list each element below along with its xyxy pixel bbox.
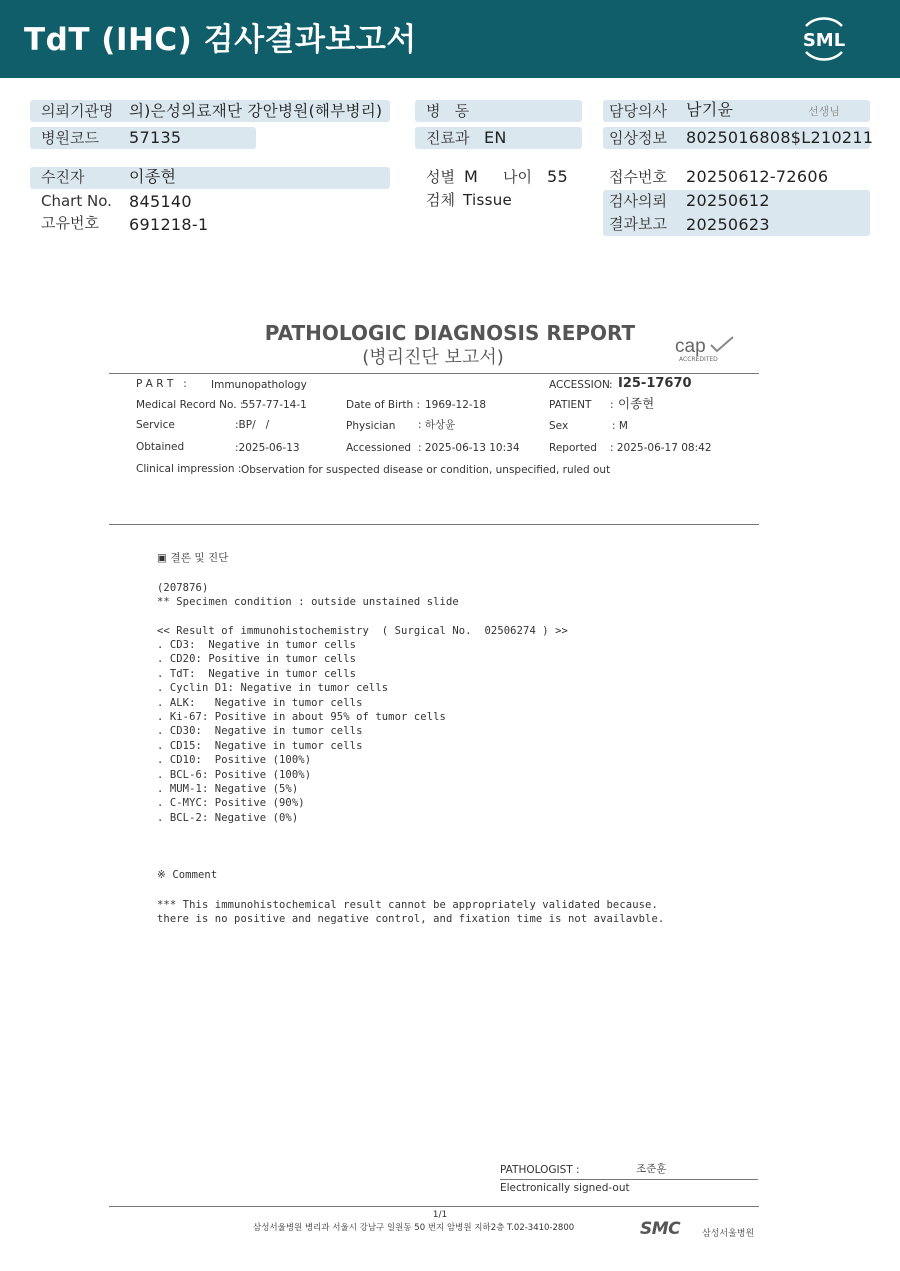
accessioned-label: Accessioned <box>346 442 412 454</box>
doctor-label: 담당의사 <box>609 102 667 120</box>
ihc-result-line: . MUM-1: Negative (5%) <box>157 783 299 796</box>
ihc-results-list <box>157 638 717 825</box>
report-sex-value: : M <box>612 420 628 432</box>
chart-label: Chart No. <box>41 192 112 210</box>
footer-address: 삼성서울병원 병리과 서울시 강남구 일원동 50 번지 암병원 지하2층 T.02-3410-2800 <box>253 1223 575 1233</box>
ihc-result-line: . CD30: Negative in tumor cells <box>157 725 363 738</box>
ward-label: 병 동 <box>426 102 470 120</box>
physician-value: : 하상윤 <box>418 419 456 431</box>
cap-accredited-icon <box>675 333 737 363</box>
diagnosis-section-heading: ▣ 결론 및 진단 <box>157 552 229 564</box>
report-mid-rule <box>109 524 759 525</box>
patient-label: 수진자 <box>41 168 85 186</box>
request-value: 20250612 <box>686 191 770 210</box>
report-top-rule <box>109 373 759 374</box>
ihc-result-line: . Cyclin D1: Negative in tumor cells <box>157 682 389 695</box>
hospital-code-label: 병원코드 <box>41 129 99 147</box>
pathologist-value: 조준훈 <box>636 1163 667 1175</box>
smc-logo-name: 삼성서울병원 <box>702 1229 755 1239</box>
accessioned-value: : 2025-06-13 10:34 <box>418 442 520 454</box>
sex-value: M <box>464 167 479 186</box>
ihc-result-line: . CD20: Positive in tumor cells <box>157 653 357 666</box>
sml-logo-icon <box>796 14 852 64</box>
smc-logo: SMC <box>640 1219 681 1239</box>
report-patient-value: 이종현 <box>618 396 655 411</box>
signed-out-text: Electronically signed-out <box>500 1182 630 1194</box>
ihc-result-line: . ALK: Negative in tumor cells <box>157 696 363 709</box>
ihc-result-line: . CD3: Negative in tumor cells <box>157 639 357 651</box>
age-value: 55 <box>547 167 568 186</box>
accession-value: I25-17670 <box>618 376 692 391</box>
doctor-suffix: 선생님 <box>808 105 840 118</box>
ihc-result-line: . BCL-2: Negative (0%) <box>157 811 299 824</box>
ihc-result-line: . Ki-67: Positive in about 95% of tumor cells <box>157 711 446 724</box>
comment-line: *** This immunohistochemical result cannot be appropriately validated because. <box>157 899 658 911</box>
unique-no-value: 691218-1 <box>129 215 209 234</box>
result-label: 결과보고 <box>609 215 667 233</box>
unique-no-label: 고유번호 <box>41 214 99 232</box>
comment-heading: ※ Comment <box>157 869 218 881</box>
result-value: 20250623 <box>686 215 770 234</box>
receipt-value: 20250612-72606 <box>686 167 829 186</box>
ihc-result-line: . BCL-6: Positive (100%) <box>157 768 312 781</box>
clinical-impression-value: Observation for suspected disease or condition, unspecified, ruled out <box>241 464 611 476</box>
ihc-result-line: . CD10: Positive (100%) <box>157 754 312 767</box>
reported-value: : 2025-06-17 08:42 <box>610 442 712 454</box>
receipt-label: 접수번호 <box>609 168 667 186</box>
patient-value: 이종현 <box>129 167 177 186</box>
request-label: 검사의뢰 <box>609 192 667 210</box>
part-label: P A R T : <box>136 378 187 390</box>
case-number: (207876) <box>157 582 209 594</box>
hospital-code-value: 57135 <box>129 128 182 147</box>
sml-logo-text: SML <box>802 30 846 51</box>
ordering-institution-label: 의뢰기관명 <box>41 102 114 120</box>
specimen-value: Tissue <box>463 191 513 209</box>
dob-label: Date of Birth : <box>346 399 420 411</box>
obtained-label: Obtained <box>136 441 185 453</box>
obtained-value: :2025-06-13 <box>235 442 300 454</box>
ordering-institution-value: 의)은성의료재단 강안병원(해부병리) <box>129 102 383 120</box>
page-title: TdT (IHC) 검사결과보고서 <box>24 22 417 58</box>
service-value: :BP/ / <box>235 419 270 431</box>
footer-rule <box>109 1206 759 1207</box>
sex-label: 성별 <box>426 168 455 186</box>
report-patient-label: PATIENT <box>549 399 592 411</box>
specimen-condition: ** Specimen condition : outside unstained slide <box>157 596 459 608</box>
part-value: Immunopathology <box>211 379 307 391</box>
cap-logo-sub: ACCREDITED <box>679 356 718 363</box>
department-label: 진료과 <box>426 129 470 147</box>
age-label: 나이 <box>503 168 532 186</box>
mrn-value: 557-77-14-1 <box>242 399 307 411</box>
ihc-result-line: . CD15: Negative in tumor cells <box>157 739 363 752</box>
service-label: Service <box>136 419 175 431</box>
report-title: PATHOLOGIC DIAGNOSIS REPORT <box>264 321 636 345</box>
cap-logo-text: cap <box>675 336 706 357</box>
report-subtitle: (병리진단 보고서) <box>362 347 504 368</box>
signature-rule <box>500 1179 758 1180</box>
chart-value: 845140 <box>129 192 192 211</box>
pathologist-label: PATHOLOGIST : <box>500 1164 580 1176</box>
page-number: 1/1 <box>432 1210 448 1220</box>
physician-label: Physician <box>346 420 396 432</box>
doctor-value: 남기윤 <box>686 100 734 119</box>
ihc-result-line: . C-MYC: Positive (90%) <box>157 797 305 810</box>
clinical-impression-label: Clinical impression : <box>136 463 242 475</box>
clinical-info-label: 임상정보 <box>609 129 667 147</box>
report-sex-label: Sex <box>549 420 569 432</box>
dob-value: 1969-12-18 <box>425 399 487 411</box>
reported-label: Reported <box>549 442 597 454</box>
department-value: EN <box>484 128 507 147</box>
clinical-info-value: 8025016808$L210211 <box>686 128 874 147</box>
comment-line: there is no positive and negative control, and fixation time is not availavble. <box>157 913 665 925</box>
ihc-heading: << Result of immunohistochemistry ( Surgical No. 02506274 ) >> <box>157 625 568 637</box>
specimen-label: 검체 <box>426 191 455 209</box>
mrn-label: Medical Record No. : <box>136 399 244 411</box>
accession-label: ACCESSION <box>549 379 610 391</box>
ihc-result-line: . TdT: Negative in tumor cells <box>157 667 357 680</box>
